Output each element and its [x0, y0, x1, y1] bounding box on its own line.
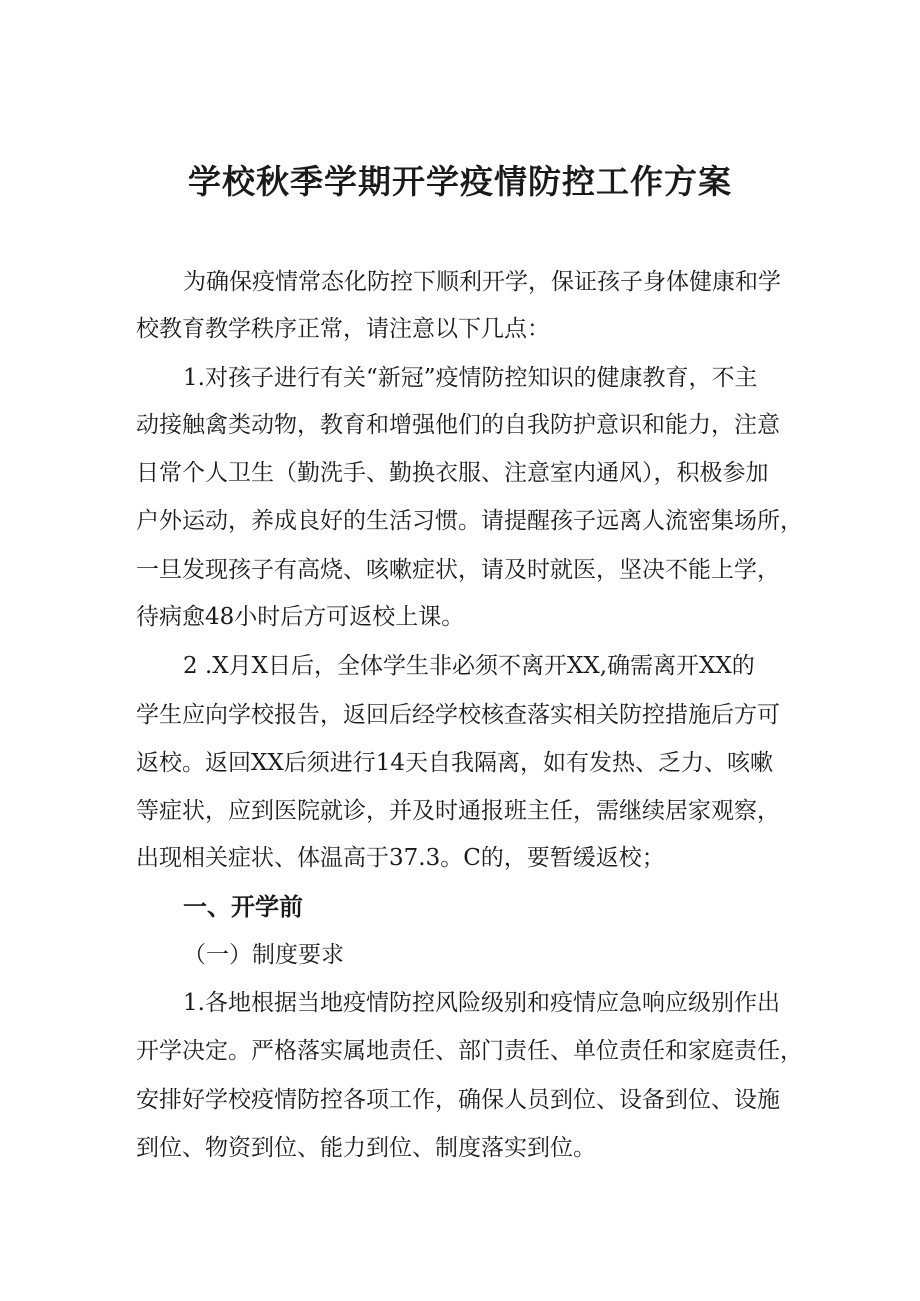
- sub-item1-line: 1.各地根据当地疫情防控风险级别和疫情应急响应级别作出: [183, 990, 780, 1016]
- document-title: 学校秋季学期开学疫情防控工作方案: [188, 162, 732, 201]
- intro-line: 校教育教学秩序正常，请注意以下几点：: [136, 316, 550, 342]
- intro-line: 为确保疫情常态化防控下顺利开学，保证孩子身体健康和学: [183, 269, 781, 295]
- item2-line: 学生应向学校报告，返回后经学校核查落实相关防控措施后方可: [136, 702, 780, 728]
- sub-item1-line: 到位、物资到位、能力到位、制度落实到位。: [136, 1135, 596, 1161]
- item1-line: 动接触禽类动物，教育和增强他们的自我防护意识和能力，注意: [136, 412, 780, 438]
- section-heading: 一、开学前: [183, 893, 303, 921]
- item2-line: 2 .X月X日后，全体学生非必须不离开XX,确需离开XX的: [183, 653, 755, 679]
- item1-line: 户外运动，养成良好的生活习惯。请提醒孩子远离人流密集场所，: [136, 508, 803, 534]
- sub-item1-line: 开学决定。严格落实属地责任、部门责任、单位责任和家庭责任，: [136, 1038, 803, 1064]
- item2-line: 出现相关症状、体温高于37.3。C的，要暂缓返校；: [136, 845, 665, 871]
- item1-line: 1.对孩子进行有关“新冠”疫情防控知识的健康教育，不主: [183, 365, 758, 391]
- item1-line: 一旦发现孩子有高烧、咳嗽症状，请及时就医，坚决不能上学，: [136, 557, 780, 583]
- item2-line: 返校。返回XX后须进行14天自我隔离，如有发热、乏力、咳嗽: [136, 750, 774, 776]
- sub-item1-line: 安排好学校疫情防控各项工作，确保人员到位、设备到位、设施: [136, 1087, 780, 1113]
- item1-line: 日常个人卫生（勤洗手、勤换衣服、注意室内通风），积极参加: [136, 460, 769, 486]
- item2-line: 等症状，应到医院就诊，并及时通报班主任，需继续居家观察，: [136, 798, 780, 824]
- subsection-heading: （一）制度要求: [183, 942, 344, 968]
- item1-line: 待病愈48小时后方可返校上课。: [136, 604, 465, 630]
